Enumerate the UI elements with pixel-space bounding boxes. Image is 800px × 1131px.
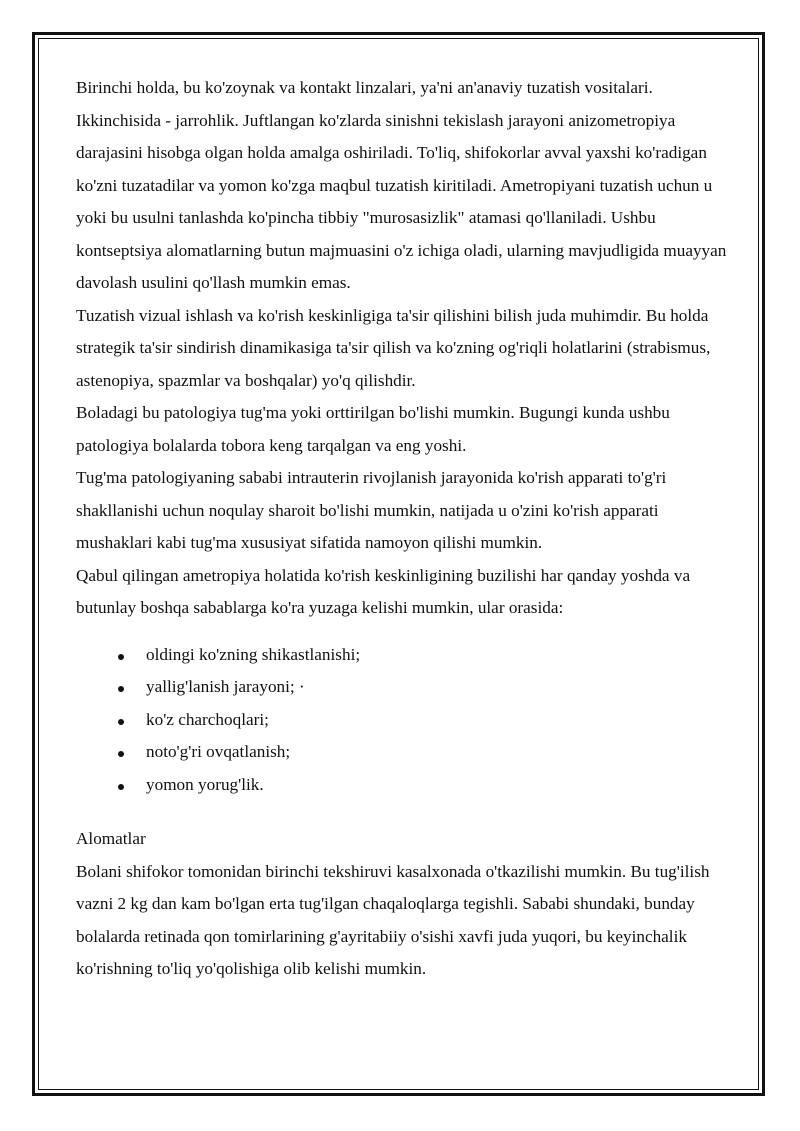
bullet-icon <box>118 719 124 725</box>
paragraph-correction-methods: Birinchi holda, bu ko'zoynak va kontakt linzalari, ya'ni an'anaviy tuzatish vositalari. Ikkinchisida - jarrohlik. Juftlangan ko'zlarda sinishni tekislash jarayoni anizometropiya darajasini hisobga olgan holda amalga oshiriladi. To'liq, shifokorlar avval yaxshi ko'radigan ko'zni tuzatadilar va yomon ko'zga maqbul tuzatish kiritiladi. Ametropiyani tuzatish uchun u yoki bu usulni tanlashda ko'pincha tibbiy "murosasizlik" atamasi qo'llaniladi. Ushbu kontseptsiya alomatlarning butun majmuasini o'z ichiga oladi, ularning mavjudligida muayyan davolash usulini qo'llash mumkin emas. <box>76 78 727 292</box>
list-item <box>76 769 736 802</box>
list-item-text: ko'z charchoqlari; <box>146 709 269 729</box>
section-heading: Alomatlar <box>76 829 146 848</box>
list-item-text: noto'g'ri ovqatlanish; <box>146 742 291 761</box>
list-item <box>76 736 736 769</box>
list-item-text: oldingi ko'zning shikastlanishi; <box>146 644 361 664</box>
paragraph-congenital-cause: Tug'ma patologiyaning sababi intrauterin rivojlanish jarayonida ko'rish apparati to'g'ri shakllanishi uchun noqulay sharoit bo'lishi mumkin, natijada u o'zini ko'rish apparati mushaklari kabi tug'ma xususiyat sifatida namoyon qilishi mumkin. <box>76 468 667 552</box>
paragraph-symptoms: Bolani shifokor tomonidan birinchi tekshiruvi kasalxonada o'tkazilishi mumkin. Bu tug'ilish vazni 2 kg dan kam bo'lgan erta tug'ilgan chaqaloqlarga tegishli. Sababi shundaki, bunday bolalarda retinada qon tomirlarining g'ayritabiiy o'sishi xavfi juda yuqori, bu keyinchalik ko'rishning to'liq yo'qolishiga olib kelishi mumkin. <box>76 861 710 978</box>
list-item-text: yallig'lanish jarayoni; · <box>146 677 305 696</box>
list-item <box>76 704 736 737</box>
section-spacer <box>76 801 736 823</box>
list-item <box>76 671 736 704</box>
bullet-icon <box>118 686 124 692</box>
paragraph-visual-performance: Tuzatish vizual ishlash va ko'rish keskinligiga ta'sir qilishini bilish juda muhimdir. Bu holda strategik ta'sir sindirish dinamikasiga ta'sir qilish va ko'zning og'riqli holatlarini (strabismus, astenopiya, spazmlar va boshqalar) yo'q qilishdir. <box>76 305 711 390</box>
causes-list <box>76 639 736 802</box>
document-body <box>76 72 736 986</box>
bullet-icon <box>118 751 124 757</box>
paragraph-acquired-causes: Qabul qilingan ametropiya holatida ko'rish keskinligining buzilishi har qanday yoshda va butunlay boshqa sabablarga ko'ra yuzaga kelishi mumkin, ular orasida: <box>76 565 691 617</box>
paragraph-child-pathology: Boladagi bu patologiya tug'ma yoki orttirilgan bo'lishi mumkin. Bugungi kunda ushbu patologiya bolalarda tobora keng tarqalgan va eng yoshi. <box>76 403 670 455</box>
list-item-text: yomon yorug'lik. <box>146 774 264 794</box>
bullet-icon <box>118 784 124 790</box>
bullet-icon <box>118 654 124 660</box>
list-item <box>76 639 736 672</box>
